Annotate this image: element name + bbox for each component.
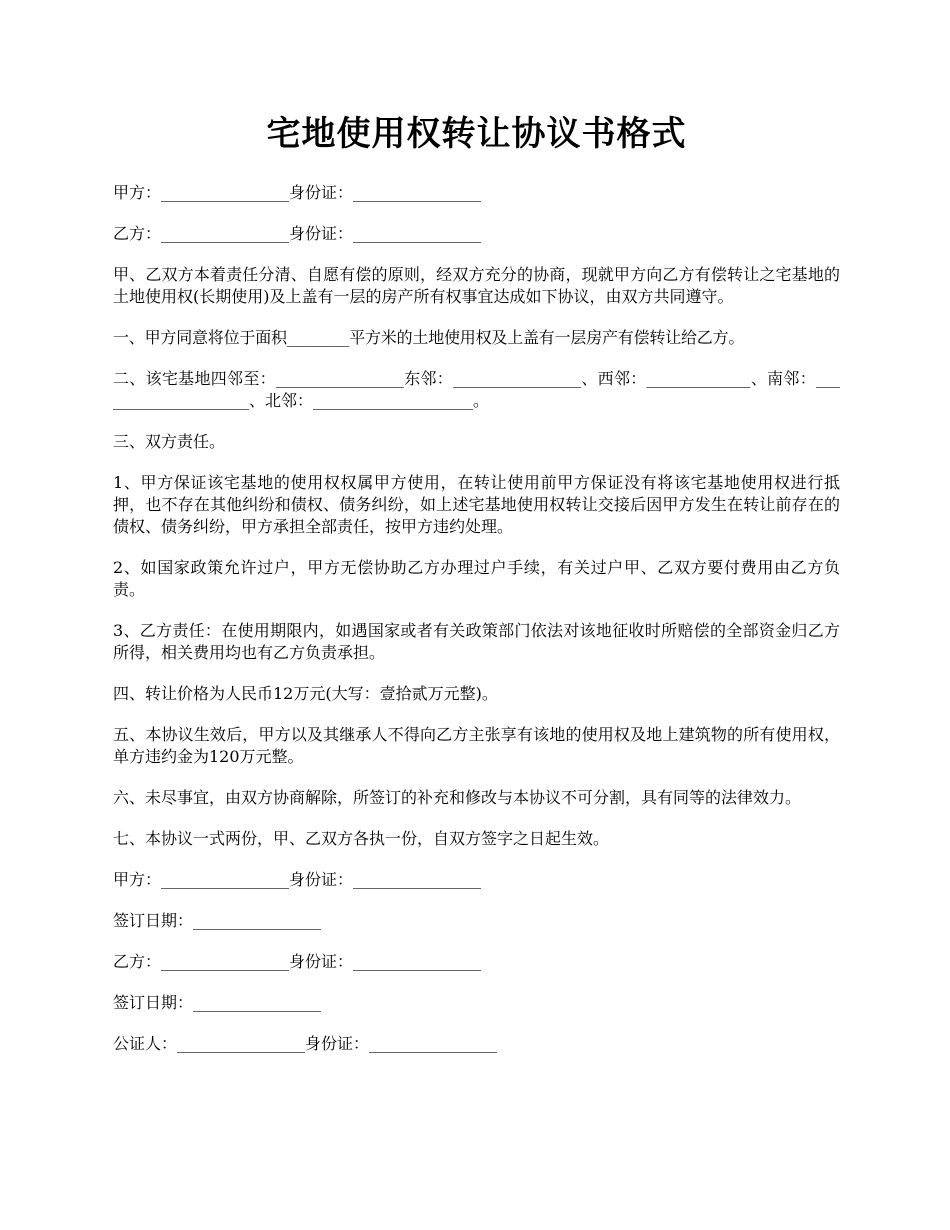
clause-2-boundaries: 二、该宅基地四邻至：________________东邻：________________、西邻：_____________、南邻：____________________、北邻：____________________。	[113, 369, 840, 410]
clause-1: 一、甲方同意将位于面积________平方米的土地使用权及上盖有一层房产有偿转让给乙方。	[113, 328, 745, 347]
signing-date-b: 签订日期：________________	[113, 993, 322, 1012]
clause-7: 七、本协议一式两份，甲、乙双方各执一份，自双方签字之日起生效。	[113, 829, 610, 848]
clause-3-item-1: 1、甲方保证该宅基地的使用权权属甲方使用，在转让使用前甲方保证没有将该宅基地使用权进行抵押，也不存在其他纠纷和债权、债务纠纷，如上述宅基地使用权转让交接后因甲方发生在转让前存在的债权、债务纠纷，甲方承担全部责任，按甲方违约处理。	[113, 473, 840, 536]
clause-3-item-3: 3、乙方责任：在使用期限内，如遇国家或者有关政策部门依法对该地征收时所赔偿的全部资金归乙方所得，相关费用均也有乙方负责承担。	[113, 621, 840, 662]
notary-line: 公证人：________________身份证：________________	[113, 1034, 498, 1053]
document-title: 宅地使用权转让协议书格式	[266, 114, 687, 154]
party-b-line: 乙方：________________身份证：________________	[113, 224, 482, 243]
party-a-line: 甲方：________________身份证：________________	[113, 183, 482, 202]
clause-4-price: 四、转让价格为人民币12万元(大写：壹拾贰万元整)。	[113, 684, 498, 703]
preamble-paragraph: 甲、乙双方本着责任分清、自愿有偿的原则，经双方充分的协商，现就甲方向乙方有偿转让之宅基地的土地使用权(长期使用)及上盖有一层的房产所有权事宜达成如下协议，由双方共同遵守。	[113, 265, 840, 306]
clause-3-item-2: 2、如国家政策允许过户，甲方无偿协助乙方办理过户手续，有关过户甲、乙双方要付费用由乙方负责。	[113, 558, 840, 599]
signature-party-b: 乙方：________________身份证：________________	[113, 952, 482, 971]
clause-5: 五、本协议生效后，甲方以及其继承人不得向乙方主张享有该地的使用权及地上建筑物的所有使用权，单方违约金为120万元整。	[113, 725, 840, 766]
signature-party-a: 甲方：________________身份证：________________	[113, 870, 482, 889]
clause-6: 六、未尽事宜，由双方协商解除，所签订的补充和修改与本协议不可分割，具有同等的法律效力。	[113, 788, 802, 807]
signing-date-a: 签订日期：________________	[113, 911, 322, 930]
clause-3-heading: 三、双方责任。	[113, 432, 226, 451]
